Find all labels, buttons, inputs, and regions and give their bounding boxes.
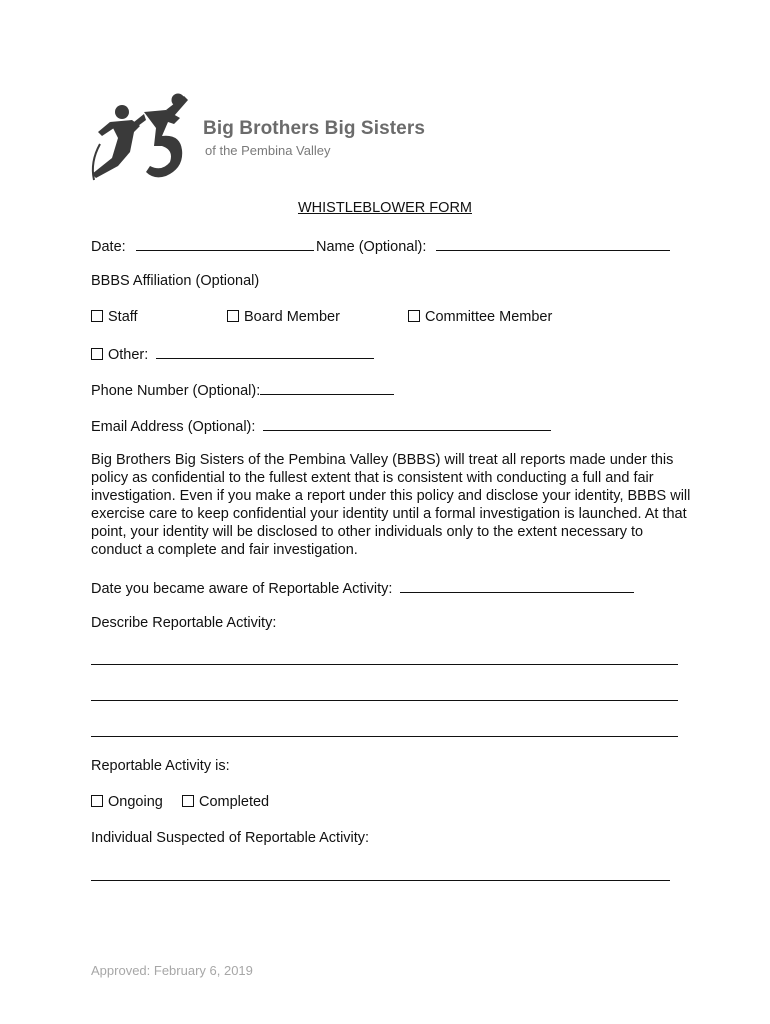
policy-paragraph: Big Brothers Big Sisters of the Pembina Valley (BBBS) will treat all reports made under this policy as confidential to the fullest extent that is consistent with conducting a full and fair investigation. Even if you make a report under this policy and disclose your identity, BBBS will exercise care to keep confidential your identity until a formal investigation is launched. At that point, your identity will be disclosed to other individuals only to the extent necessary to conduct a complete and fair investigation. <box>91 452 691 558</box>
email-label: Email Address (Optional): <box>91 419 256 435</box>
suspect-label: Individual Suspected of Reportable Activity: <box>91 830 370 846</box>
approved-date: Approved: February 6, 2019 <box>91 963 253 978</box>
describe-line-1[interactable] <box>91 664 678 665</box>
committee-member-label: Committee Member <box>425 309 553 325</box>
checkbox-icon[interactable] <box>91 795 103 807</box>
name-row <box>316 236 670 256</box>
email-row <box>91 416 551 436</box>
affiliation-label: BBBS Affiliation (Optional) <box>91 273 260 289</box>
board-member-label: Board Member <box>244 309 340 325</box>
checkbox-other[interactable] <box>91 344 374 364</box>
completed-label: Completed <box>199 794 270 810</box>
email-field[interactable] <box>263 416 551 431</box>
name-label: Name (Optional): <box>316 239 427 255</box>
logo-title: Big Brothers Big Sisters <box>203 118 426 139</box>
checkbox-icon[interactable] <box>227 310 239 322</box>
checkbox-board-member[interactable] <box>227 308 340 326</box>
bbbs-logo-icon <box>88 92 192 186</box>
describe-label: Describe Reportable Activity: <box>91 615 277 631</box>
aware-date-label: Date you became aware of Reportable Activity: <box>91 581 393 597</box>
date-label: Date: <box>91 239 126 255</box>
checkbox-committee-member[interactable] <box>408 308 552 326</box>
other-label: Other: <box>108 347 149 363</box>
suspect-line[interactable] <box>91 880 670 881</box>
aware-date-row <box>91 578 634 598</box>
checkbox-ongoing[interactable] <box>91 793 163 811</box>
describe-line-3[interactable] <box>91 736 678 737</box>
date-field[interactable] <box>136 236 314 251</box>
ongoing-label: Ongoing <box>108 794 163 810</box>
aware-date-field[interactable] <box>400 578 634 593</box>
checkbox-icon[interactable] <box>182 795 194 807</box>
date-row <box>91 236 314 256</box>
checkbox-icon[interactable] <box>91 348 103 360</box>
checkbox-staff[interactable] <box>91 308 138 326</box>
checkbox-completed[interactable] <box>182 793 269 811</box>
phone-label: Phone Number (Optional): <box>91 383 261 399</box>
form-title: WHISTLEBLOWER FORM <box>297 200 472 216</box>
name-field[interactable] <box>436 236 670 251</box>
checkbox-icon[interactable] <box>91 310 103 322</box>
other-field[interactable] <box>156 344 374 359</box>
phone-field[interactable] <box>260 380 394 395</box>
staff-label: Staff <box>108 309 138 325</box>
phone-row <box>91 380 394 400</box>
status-label: Reportable Activity is: <box>91 758 230 774</box>
logo-subtitle: of the Pembina Valley <box>205 143 331 158</box>
describe-line-2[interactable] <box>91 700 678 701</box>
checkbox-icon[interactable] <box>408 310 420 322</box>
